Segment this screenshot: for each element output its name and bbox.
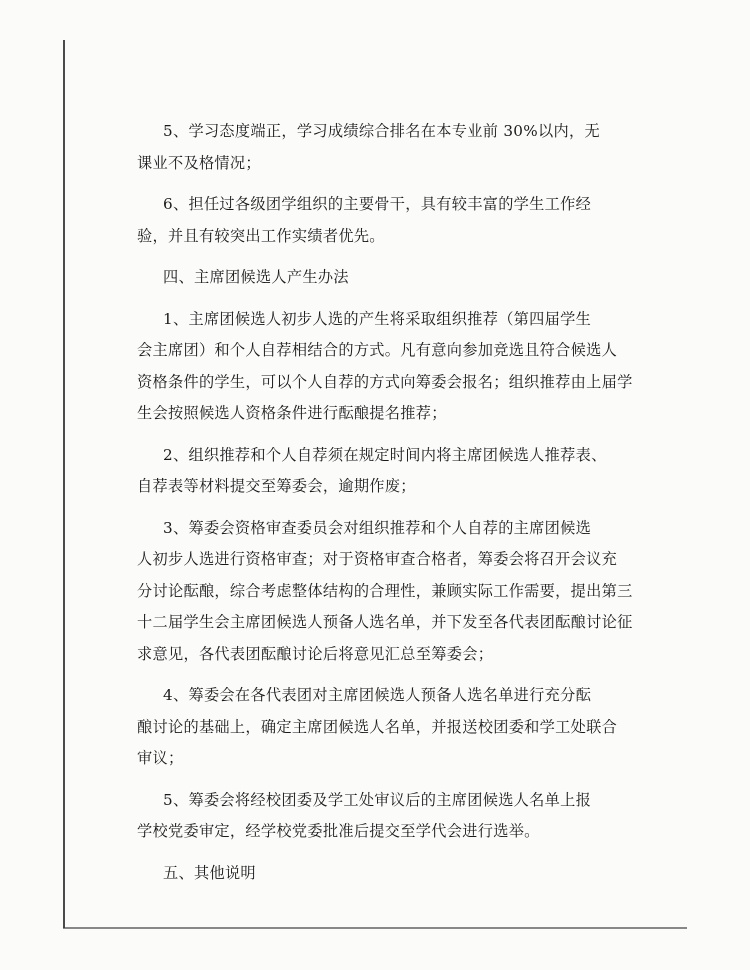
section-heading-4 bbox=[163, 262, 613, 294]
text-line: 5、筹委会将经校团委及学工处审议后的主席团候选人名单上报 bbox=[163, 790, 592, 809]
paragraph-method-5 bbox=[137, 785, 613, 848]
text-line: 十二届学生会主席团候选人预备人选名单，并下发至各代表团酝酿讨论征 bbox=[137, 613, 633, 631]
document-body bbox=[137, 116, 633, 889]
text-line: 5、学习态度端正，学习成绩综合排名在本专业前 30%以内，无 bbox=[163, 122, 600, 140]
text-line: 自荐表等材料提交至筹委会，逾期作废； bbox=[137, 477, 416, 495]
text-line: 四、主席团候选人产生办法 bbox=[163, 268, 349, 286]
paragraph-method-4 bbox=[137, 680, 618, 775]
text-line: 3、筹委会资格审查委员会对组织推荐和个人自荐的主席团候选 bbox=[163, 518, 592, 537]
text-line: 验，并且有较突出工作实绩者优先。 bbox=[137, 226, 385, 245]
text-line: 1、主席团候选人初步人选的产生将采取组织推荐（第四届学生 bbox=[163, 309, 592, 328]
text-line: 资格条件的学生，可以个人自荐的方式向筹委会报名；组织推荐由上届学 bbox=[137, 372, 633, 391]
paragraph-method-2 bbox=[137, 440, 613, 503]
text-line: 五、其他说明 bbox=[163, 863, 256, 882]
page-bottom-edge bbox=[63, 927, 687, 929]
page-left-edge bbox=[63, 40, 65, 928]
paragraph-method-3 bbox=[137, 513, 633, 671]
text-line: 审议； bbox=[137, 749, 184, 767]
text-line: 课业不及格情况； bbox=[137, 153, 261, 172]
text-line: 学校党委审定，经学校党委批准后提交至学代会进行选举。 bbox=[137, 822, 540, 840]
text-line: 2、组织推荐和个人自荐须在规定时间内将主席团候选人推荐表、 bbox=[163, 445, 607, 464]
text-line: 求意见，各代表团酝酿讨论后将意见汇总至筹委会； bbox=[137, 644, 494, 663]
text-line: 生会按照候选人资格条件进行酝酿提名推荐； bbox=[137, 404, 447, 422]
text-line: 人初步人选进行资格审查；对于资格审查合格者，筹委会将召开会议充 bbox=[137, 550, 618, 568]
text-line: 6、担任过各级团学组织的主要骨干，具有较丰富的学生工作经 bbox=[163, 195, 592, 213]
text-line: 酿讨论的基础上，确定主席团候选人名单，并报送校团委和学工处联合 bbox=[137, 717, 618, 736]
text-line: 4、筹委会在各代表团对主席团候选人预备人选名单进行充分酝 bbox=[163, 686, 592, 704]
text-line: 会主席团）和个人自荐相结合的方式。凡有意向参加竞选且符合候选人 bbox=[137, 341, 618, 359]
paragraph-requirement-5 bbox=[137, 116, 613, 179]
section-heading-5 bbox=[163, 858, 613, 890]
text-line: 分讨论酝酿，综合考虑整体结构的合理性，兼顾实际工作需要，提出第三 bbox=[137, 581, 633, 600]
paragraph-method-1 bbox=[137, 304, 633, 430]
paragraph-requirement-6 bbox=[137, 189, 613, 252]
